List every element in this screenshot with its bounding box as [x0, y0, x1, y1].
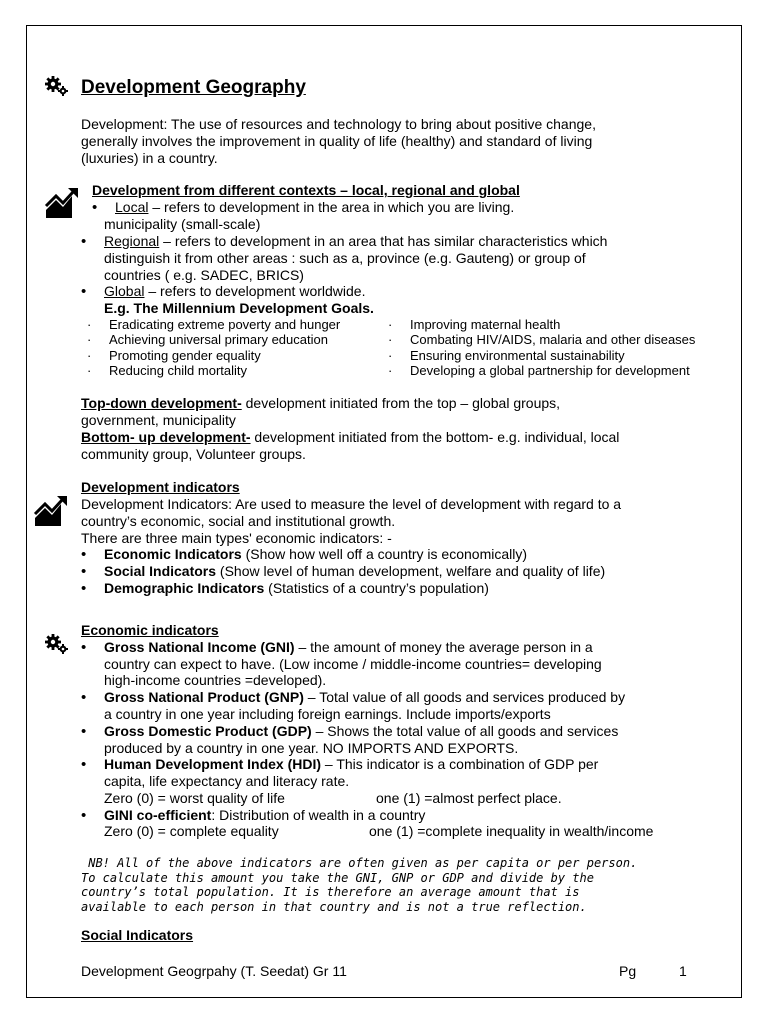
- regional-item: [104, 233, 607, 250]
- bottomup-text: development initiated from the bottom- e.g. individual, local: [250, 429, 620, 445]
- page-title: Development Geography: [81, 77, 306, 98]
- note-line: country’s total population. It is therefore an average amount that is: [81, 885, 580, 899]
- indicator-type-desc: (Statistics of a country’s population): [264, 580, 489, 596]
- global-text: – refers to development worldwide.: [144, 283, 366, 299]
- gini-term: GINI co-efficient: [104, 807, 212, 823]
- gni-text: – the amount of money the average person in a: [294, 639, 593, 655]
- gni-line3: high-income countries =developed).: [104, 672, 327, 688]
- goal-item: · Developing a global partnership for development: [410, 363, 690, 379]
- gdp-line2: produced by a country in one year. NO IMPORTS AND EXPORTS.: [104, 740, 519, 756]
- local-term: Local: [115, 199, 149, 215]
- contexts-heading: Development from different contexts – local, regional and global: [92, 182, 520, 198]
- indicator-type-term: Demographic Indicators: [104, 580, 265, 596]
- gini-text: : Distribution of wealth in a country: [211, 807, 426, 823]
- bottomup-line2: community group, Volunteer groups.: [81, 446, 306, 462]
- hdi-text: – This indicator is a combination of GDP per: [321, 756, 599, 772]
- nb-note: [81, 856, 637, 914]
- hdi-line2: capita, life expectancy and literacy rate.: [104, 773, 350, 789]
- goal-item: · Eradicating extreme poverty and hunger: [109, 317, 340, 333]
- goal-item: · Achieving universal primary education: [109, 332, 328, 348]
- gnp-term: Gross National Product (GNP): [104, 689, 304, 705]
- bottomup-term: Bottom- up development-: [81, 429, 251, 445]
- indicator-type-item: [104, 546, 527, 563]
- indicator-type-desc: (Show level of human development, welfare and quality of life): [216, 563, 606, 579]
- gini-zero: Zero (0) = complete equality: [104, 823, 279, 839]
- mdg-heading: E.g. The Millennium Development Goals.: [104, 300, 374, 316]
- indicators-line: country’s economic, social and institutional growth.: [81, 513, 396, 529]
- gdp-text: – Shows the total value of all goods and services: [311, 723, 619, 739]
- regional-term: Regional: [104, 233, 160, 249]
- gear-icon: [44, 75, 70, 97]
- gear-icon: [44, 633, 70, 655]
- footer-left: Development Geogrpahy (T. Seedat) Gr 11: [81, 963, 347, 979]
- intro-paragraph: [81, 116, 596, 167]
- goal-item: · Improving maternal health: [410, 317, 560, 333]
- footer-page-number: 1: [679, 963, 687, 979]
- regional-line2: distinguish it from other areas : such as a, province (e.g. Gauteng) or group of: [104, 250, 586, 266]
- topdown-line2: government, municipality: [81, 412, 236, 428]
- gnp-item: [104, 689, 625, 706]
- hdi-zero: Zero (0) = worst quality of life: [104, 790, 285, 806]
- topdown-text: development initiated from the top – global groups,: [241, 395, 561, 411]
- gni-line2: country can expect to have. (Low income / middle-income countries= developing: [104, 656, 602, 672]
- intro-line: Development: The use of resources and technology to bring about positive change,: [81, 116, 596, 132]
- indicator-type-desc: (Show how well off a country is economically): [241, 546, 528, 562]
- note-line: To calculate this amount you take the GNI, GNP or GDP and divide by the: [81, 870, 594, 885]
- regional-line3: countries ( e.g. SADEC, BRICS): [104, 267, 304, 283]
- footer-pg-label: Pg: [619, 963, 637, 979]
- hdi-term: Human Development Index (HDI): [104, 756, 322, 772]
- local-text: – refers to development in the area in which you are living.: [148, 199, 515, 215]
- local-item: [115, 199, 514, 216]
- indicators-line: Development Indicators: Are used to measure the level of development with regard to a: [81, 496, 622, 512]
- goal-item: · Promoting gender equality: [109, 348, 261, 364]
- hdi-item: [104, 756, 598, 773]
- trending-chart-icon: [33, 492, 69, 528]
- indicator-type-term: Economic Indicators: [104, 546, 242, 562]
- intro-line: (luxuries) in a country.: [81, 150, 218, 166]
- economic-heading: Economic indicators: [81, 622, 219, 638]
- goal-item: · Ensuring environmental sustainability: [410, 348, 625, 364]
- note-line: available to each person in that country and is not a true reflection.: [81, 899, 587, 914]
- gdp-term: Gross Domestic Product (GDP): [104, 723, 312, 739]
- topdown-paragraph: [81, 395, 619, 463]
- goal-item: · Reducing child mortality: [109, 363, 247, 379]
- local-line2: municipality (small-scale): [104, 216, 261, 232]
- trending-chart-icon: [44, 184, 80, 220]
- gnp-line2: a country in one year including foreign earnings. Include imports/exports: [104, 706, 551, 722]
- indicators-heading: Development indicators: [81, 479, 240, 495]
- gni-term: Gross National Income (GNI): [104, 639, 295, 655]
- intro-line: generally involves the improvement in quality of life (healthy) and standard of living: [81, 133, 593, 149]
- social-heading: Social Indicators: [81, 927, 194, 943]
- gini-one: one (1) =complete inequality in wealth/income: [369, 823, 654, 839]
- indicator-type-item: [104, 563, 605, 580]
- gdp-item: [104, 723, 618, 740]
- regional-text: – refers to development in an area that has similar characteristics which: [159, 233, 608, 249]
- indicators-line: There are three main types' economic indicators: -: [81, 530, 392, 546]
- indicator-type-item: [104, 580, 489, 597]
- goal-item: · Combating HIV/AIDS, malaria and other diseases: [410, 332, 695, 348]
- indicator-type-term: Social Indicators: [104, 563, 217, 579]
- gni-item: [104, 639, 593, 656]
- global-item: [104, 283, 365, 300]
- topdown-term: Top-down development-: [81, 395, 242, 411]
- note-line: NB! All of the above indicators are often given as per capita or per person.: [81, 856, 638, 870]
- hdi-one: one (1) =almost perfect place.: [376, 790, 562, 806]
- indicators-paragraph: [81, 496, 621, 547]
- gini-item: [104, 807, 425, 824]
- gnp-text: – Total value of all goods and services produced by: [303, 689, 626, 705]
- global-term: Global: [104, 283, 145, 299]
